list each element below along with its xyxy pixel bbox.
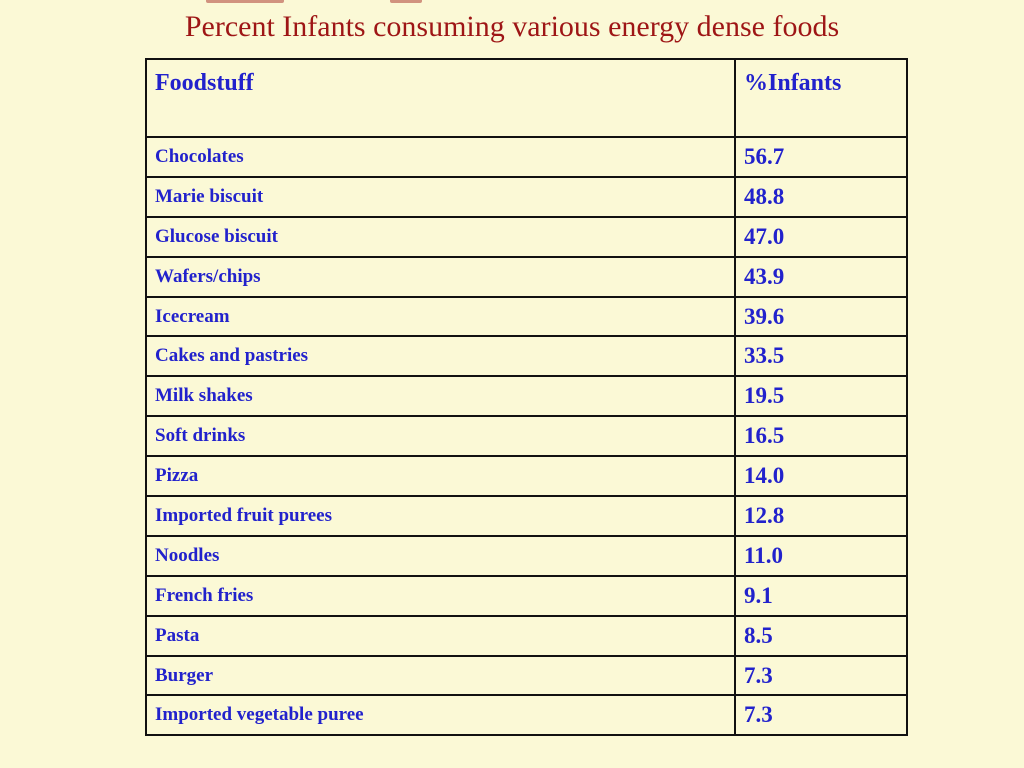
table-body bbox=[146, 137, 907, 735]
foodstuff-cell: Noodles bbox=[146, 536, 735, 576]
table-row bbox=[146, 217, 907, 257]
table-row bbox=[146, 536, 907, 576]
percent-cell: 7.3 bbox=[735, 695, 907, 735]
foodstuff-cell: Milk shakes bbox=[146, 376, 735, 416]
table-row bbox=[146, 616, 907, 656]
foodstuff-cell: Pizza bbox=[146, 456, 735, 496]
percent-cell: 11.0 bbox=[735, 536, 907, 576]
column-header-percent-infants: %Infants bbox=[735, 59, 907, 137]
percent-cell: 33.5 bbox=[735, 336, 907, 376]
foods-table bbox=[145, 58, 908, 736]
table-row bbox=[146, 137, 907, 177]
foodstuff-cell: French fries bbox=[146, 576, 735, 616]
column-header-foodstuff: Foodstuff bbox=[146, 59, 735, 137]
percent-cell: 56.7 bbox=[735, 137, 907, 177]
table-row bbox=[146, 695, 907, 735]
slide-title: Percent Infants consuming various energy dense foods bbox=[184, 10, 840, 43]
table-row bbox=[146, 576, 907, 616]
foodstuff-cell: Marie biscuit bbox=[146, 177, 735, 217]
table-row bbox=[146, 177, 907, 217]
percent-cell: 8.5 bbox=[735, 616, 907, 656]
table-row bbox=[146, 257, 907, 297]
table-row bbox=[146, 416, 907, 456]
percent-cell: 14.0 bbox=[735, 456, 907, 496]
percent-cell: 48.8 bbox=[735, 177, 907, 217]
foodstuff-cell: Icecream bbox=[146, 297, 735, 337]
percent-cell: 19.5 bbox=[735, 376, 907, 416]
table-row bbox=[146, 376, 907, 416]
foodstuff-cell: Glucose biscuit bbox=[146, 217, 735, 257]
foodstuff-cell: Imported vegetable puree bbox=[146, 695, 735, 735]
percent-cell: 9.1 bbox=[735, 576, 907, 616]
foodstuff-cell: Imported fruit purees bbox=[146, 496, 735, 536]
foodstuff-cell: Wafers/chips bbox=[146, 257, 735, 297]
foodstuff-cell: Cakes and pastries bbox=[146, 336, 735, 376]
table-row bbox=[146, 656, 907, 696]
percent-cell: 43.9 bbox=[735, 257, 907, 297]
cropped-text-artifact bbox=[0, 0, 1024, 4]
table-row bbox=[146, 336, 907, 376]
table-row bbox=[146, 297, 907, 337]
percent-cell: 12.8 bbox=[735, 496, 907, 536]
foodstuff-cell: Burger bbox=[146, 656, 735, 696]
foodstuff-cell: Soft drinks bbox=[146, 416, 735, 456]
percent-cell: 47.0 bbox=[735, 217, 907, 257]
percent-cell: 39.6 bbox=[735, 297, 907, 337]
table-row bbox=[146, 496, 907, 536]
foodstuff-cell: Chocolates bbox=[146, 137, 735, 177]
foodstuff-cell: Pasta bbox=[146, 616, 735, 656]
table-header bbox=[146, 59, 907, 137]
table-row bbox=[146, 456, 907, 496]
percent-cell: 16.5 bbox=[735, 416, 907, 456]
percent-cell: 7.3 bbox=[735, 656, 907, 696]
